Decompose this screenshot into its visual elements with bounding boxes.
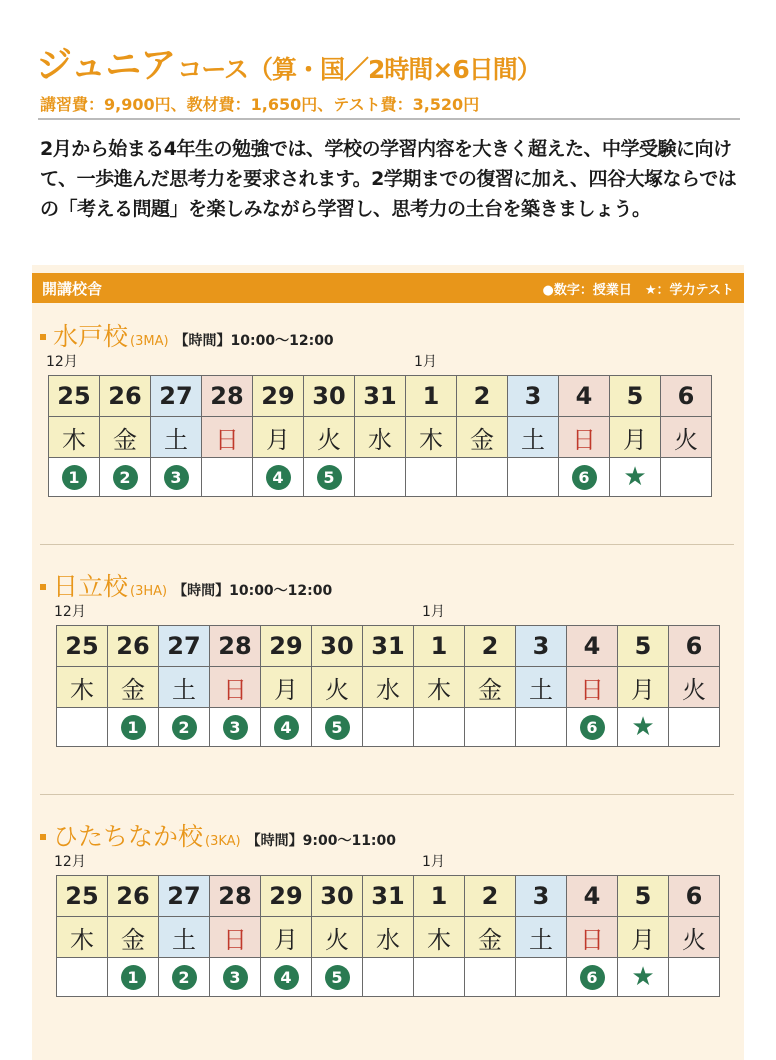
bullet-icon [40,834,46,840]
class-number-badge: 6 [572,465,597,490]
mark-cell [508,458,559,497]
class-number-badge: 6 [580,965,605,990]
mark-cell [414,708,465,747]
weekday-cell: 火 [669,917,720,958]
date-cell: 27 [159,876,210,917]
weekday-cell: 土 [516,667,567,708]
school-header [40,817,396,853]
bullet-icon [40,334,46,340]
date-cell: 5 [618,626,669,667]
date-cell: 1 [414,626,465,667]
class-number-badge: 5 [325,965,350,990]
banner-label: 開講校舎 [42,279,103,298]
mark-cell [108,958,159,997]
weekday-cell: 火 [661,417,712,458]
mark-cell [516,708,567,747]
schedule-table [56,875,720,997]
mark-cell [363,708,414,747]
mark-cell [57,708,108,747]
date-cell: 30 [304,376,355,417]
mark-cell [465,708,516,747]
weekday-cell: 月 [261,917,312,958]
date-cell: 6 [661,376,712,417]
weekday-row [57,917,720,958]
date-cell: 26 [108,876,159,917]
month-label-dec: 12月 [46,354,78,370]
class-number-badge: 1 [121,965,146,990]
weekday-cell: 日 [559,417,610,458]
mark-cell [661,458,712,497]
date-cell: 1 [406,376,457,417]
month-label-jan: 1月 [422,854,445,870]
schedule-table [48,375,712,497]
mark-cell [669,958,720,997]
date-row [49,376,712,417]
class-number-badge: 1 [62,465,87,490]
class-number-badge: 6 [580,715,605,740]
date-cell: 30 [312,626,363,667]
date-cell: 3 [516,626,567,667]
weekday-cell: 月 [610,417,661,458]
month-label-jan: 1月 [422,604,445,620]
school-code: (3KA) [205,834,241,849]
star-icon: ★ [631,712,655,742]
weekday-cell: 木 [414,667,465,708]
mark-cell [567,708,618,747]
date-cell: 1 [414,876,465,917]
weekday-cell: 金 [100,417,151,458]
mark-cell [465,958,516,997]
mark-cell [355,458,406,497]
weekday-cell: 日 [202,417,253,458]
school-name: 水戸校 [53,322,129,351]
mark-cell [210,708,261,747]
weekday-cell: 木 [57,917,108,958]
class-number-badge: 4 [274,965,299,990]
date-cell: 2 [465,876,516,917]
header-divider [38,118,740,120]
mark-cell [159,958,210,997]
class-number-badge: 3 [164,465,189,490]
mark-cell [567,958,618,997]
school-header [40,317,334,353]
mark-cell [253,458,304,497]
weekday-cell: 火 [304,417,355,458]
weekday-cell: 土 [508,417,559,458]
weekday-cell: 日 [210,667,261,708]
school-time: 【時間】10:00〜12:00 [174,333,334,349]
weekday-cell: 日 [210,917,261,958]
class-number-badge: 5 [317,465,342,490]
weekday-cell: 金 [108,917,159,958]
weekday-cell: 金 [457,417,508,458]
date-cell: 5 [618,876,669,917]
date-cell: 30 [312,876,363,917]
star-icon: ★ [623,462,647,492]
school-time: 【時間】10:00〜12:00 [173,583,333,599]
date-cell: 3 [516,876,567,917]
mark-cell [202,458,253,497]
mark-cell [151,458,202,497]
intro-text: 2月から始まる4年生の勉強では、学校の学習内容を大きく超えた、中学受験に向けて、一歩進んだ思考力を要求されます。2学期までの復習に加え、四谷大塚ならではの「考える問題」を楽しみながら学習し、思考力の土台を築きましょう。 [40,138,737,220]
weekday-cell: 日 [567,667,618,708]
mark-cell [414,958,465,997]
schedule-table [56,625,720,747]
date-cell: 4 [567,876,618,917]
date-cell: 31 [363,876,414,917]
date-row [57,626,720,667]
class-number-badge: 2 [113,465,138,490]
weekday-cell: 日 [567,917,618,958]
mark-cell [618,958,669,997]
school-header [40,567,332,603]
mark-cell [100,458,151,497]
class-number-badge: 2 [172,965,197,990]
date-cell: 2 [465,626,516,667]
date-row [57,876,720,917]
mark-cell [312,958,363,997]
class-day-row [49,458,712,497]
weekday-cell: 火 [312,917,363,958]
date-cell: 25 [57,876,108,917]
weekday-cell: 水 [363,667,414,708]
course-title-main: ジュニア [36,45,176,86]
weekday-cell: 土 [159,917,210,958]
month-label-jan: 1月 [414,354,437,370]
date-cell: 26 [100,376,151,417]
schools-panel [32,265,744,1060]
mark-cell [363,958,414,997]
date-cell: 27 [151,376,202,417]
weekday-cell: 月 [261,667,312,708]
date-cell: 31 [363,626,414,667]
weekday-row [49,417,712,458]
mark-cell [516,958,567,997]
mark-cell [108,708,159,747]
date-cell: 4 [567,626,618,667]
date-cell: 25 [49,376,100,417]
class-number-badge: 3 [223,965,248,990]
mark-cell [210,958,261,997]
class-number-badge: 5 [325,715,350,740]
mark-cell [457,458,508,497]
weekday-cell: 金 [465,667,516,708]
weekday-row [57,667,720,708]
bullet-icon [40,584,46,590]
weekday-cell: 月 [618,917,669,958]
banner-legend: ●数字：授業日 ★：学力テスト [542,282,734,298]
mark-cell [406,458,457,497]
star-icon: ★ [631,962,655,992]
date-cell: 25 [57,626,108,667]
school-name: ひたちなか校 [53,822,204,851]
class-number-badge: 1 [121,715,146,740]
class-number-badge: 2 [172,715,197,740]
weekday-cell: 土 [151,417,202,458]
weekday-cell: 木 [406,417,457,458]
date-cell: 27 [159,626,210,667]
section-divider [40,794,734,795]
weekday-cell: 月 [253,417,304,458]
date-cell: 31 [355,376,406,417]
mark-cell [669,708,720,747]
weekday-cell: 水 [355,417,406,458]
class-day-row [57,958,720,997]
fee-info: 講習費：9,900円、教材費：1,650円、テスト費：3,520円 [40,95,480,114]
course-title-sub: コース（算・国／2時間×6日間） [177,55,541,84]
month-label-dec: 12月 [54,854,86,870]
mark-cell [610,458,661,497]
weekday-cell: 月 [618,667,669,708]
weekday-cell: 木 [57,667,108,708]
mark-cell [261,958,312,997]
weekday-cell: 水 [363,917,414,958]
schools-banner [32,273,744,303]
mark-cell [304,458,355,497]
date-cell: 3 [508,376,559,417]
class-number-badge: 4 [266,465,291,490]
class-number-badge: 4 [274,715,299,740]
date-cell: 28 [210,626,261,667]
weekday-cell: 土 [159,667,210,708]
class-number-badge: 3 [223,715,248,740]
date-cell: 2 [457,376,508,417]
mark-cell [618,708,669,747]
weekday-cell: 木 [49,417,100,458]
school-code: (3MA) [130,334,169,349]
mark-cell [312,708,363,747]
date-cell: 28 [210,876,261,917]
mark-cell [261,708,312,747]
date-cell: 29 [261,876,312,917]
school-code: (3HA) [130,584,168,599]
date-cell: 6 [669,626,720,667]
school-name: 日立校 [53,572,129,601]
date-cell: 29 [261,626,312,667]
weekday-cell: 木 [414,917,465,958]
weekday-cell: 金 [465,917,516,958]
mark-cell [159,708,210,747]
class-day-row [57,708,720,747]
weekday-cell: 火 [312,667,363,708]
weekday-cell: 火 [669,667,720,708]
date-cell: 29 [253,376,304,417]
date-cell: 28 [202,376,253,417]
mark-cell [57,958,108,997]
weekday-cell: 金 [108,667,159,708]
school-time: 【時間】9:00〜11:00 [246,833,397,849]
date-cell: 6 [669,876,720,917]
month-label-dec: 12月 [54,604,86,620]
date-cell: 26 [108,626,159,667]
date-cell: 5 [610,376,661,417]
course-title [36,26,541,84]
mark-cell [49,458,100,497]
weekday-cell: 土 [516,917,567,958]
mark-cell [559,458,610,497]
section-divider [40,544,734,545]
date-cell: 4 [559,376,610,417]
